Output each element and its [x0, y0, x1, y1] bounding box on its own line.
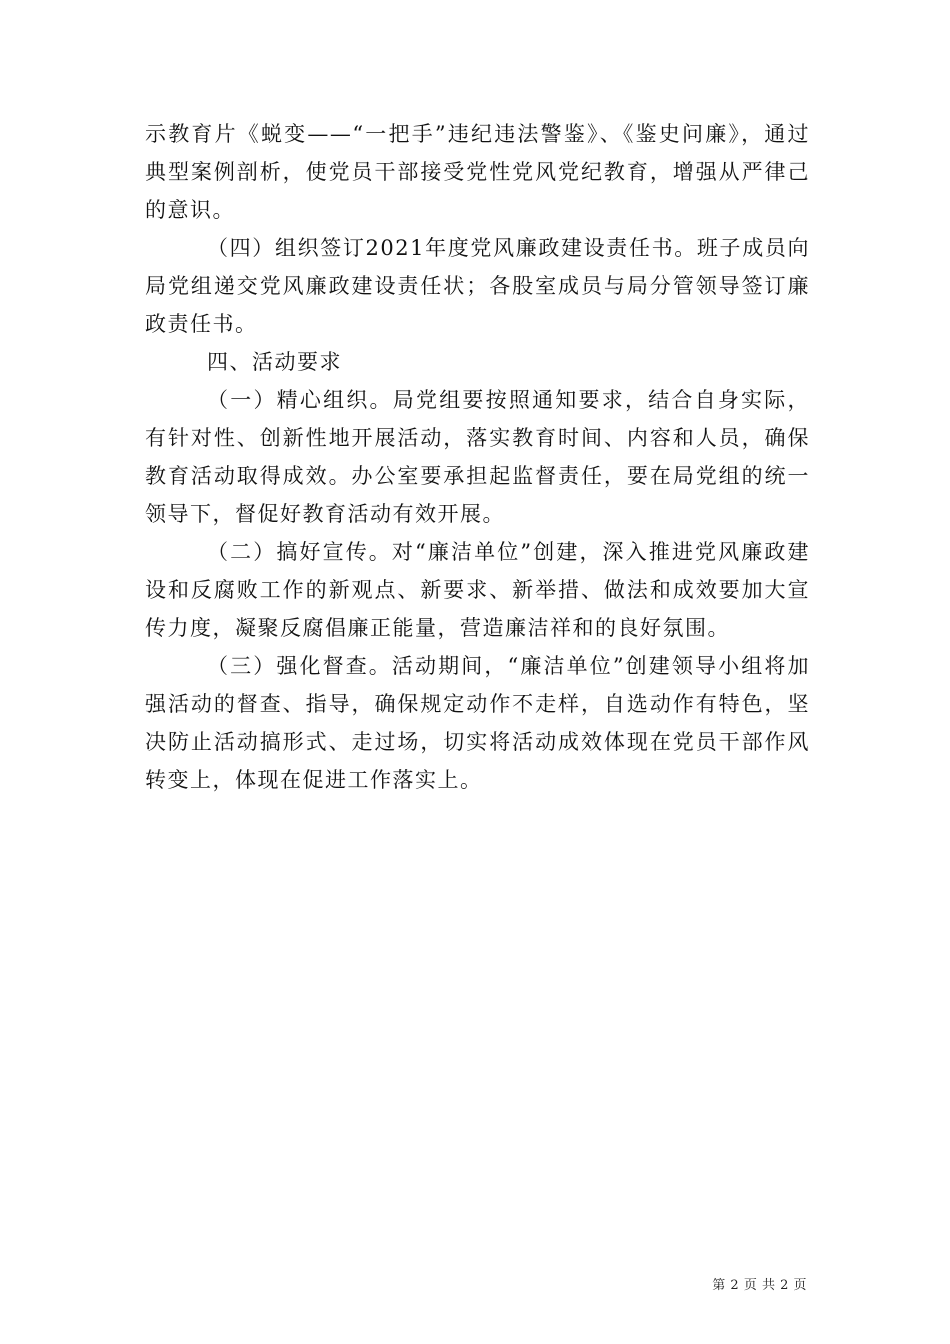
page-number: 第 2 页 共 2 页 — [712, 1278, 807, 1293]
paragraph-item-four: （四）组织签订2021年度党风廉政建设责任书。班子成员向局党组递交党风廉政建设责任状；各股室成员与局分管领导签订廉政责任书。 — [145, 236, 810, 336]
paragraph-continuation: 示教育片《蜕变——“一把手”违纪违法警鉴》、《鉴史问廉》，通过典型案例剖析，使党员干部接受党性党风党纪教育，增强从严律己的意识。 — [145, 122, 810, 222]
document-body — [145, 115, 810, 799]
paragraph-requirement-three: （三）强化督查。活动期间，“廉洁单位”创建领导小组将加强活动的督查、指导，确保规定动作不走样，自选动作有特色，坚决防止活动搞形式、走过场，切实将活动成效体现在党员干部作风转变上，体现在促进工作落实上。 — [145, 654, 810, 792]
section-heading-requirements: 四、活动要求 — [207, 350, 342, 374]
paragraph-requirement-one: （一）精心组织。局党组要按照通知要求，结合自身实际，有针对性、创新性地开展活动，落实教育时间、内容和人员，确保教育活动取得成效。办公室要承担起监督责任，要在局党组的统一领导下，督促好教育活动有效开展。 — [145, 388, 810, 526]
paragraph-requirement-two: （二）搞好宣传。对“廉洁单位”创建，深入推进党风廉政建设和反腐败工作的新观点、新要求、新举措、做法和成效要加大宣传力度，凝聚反腐倡廉正能量，营造廉洁祥和的良好氛围。 — [145, 540, 810, 640]
